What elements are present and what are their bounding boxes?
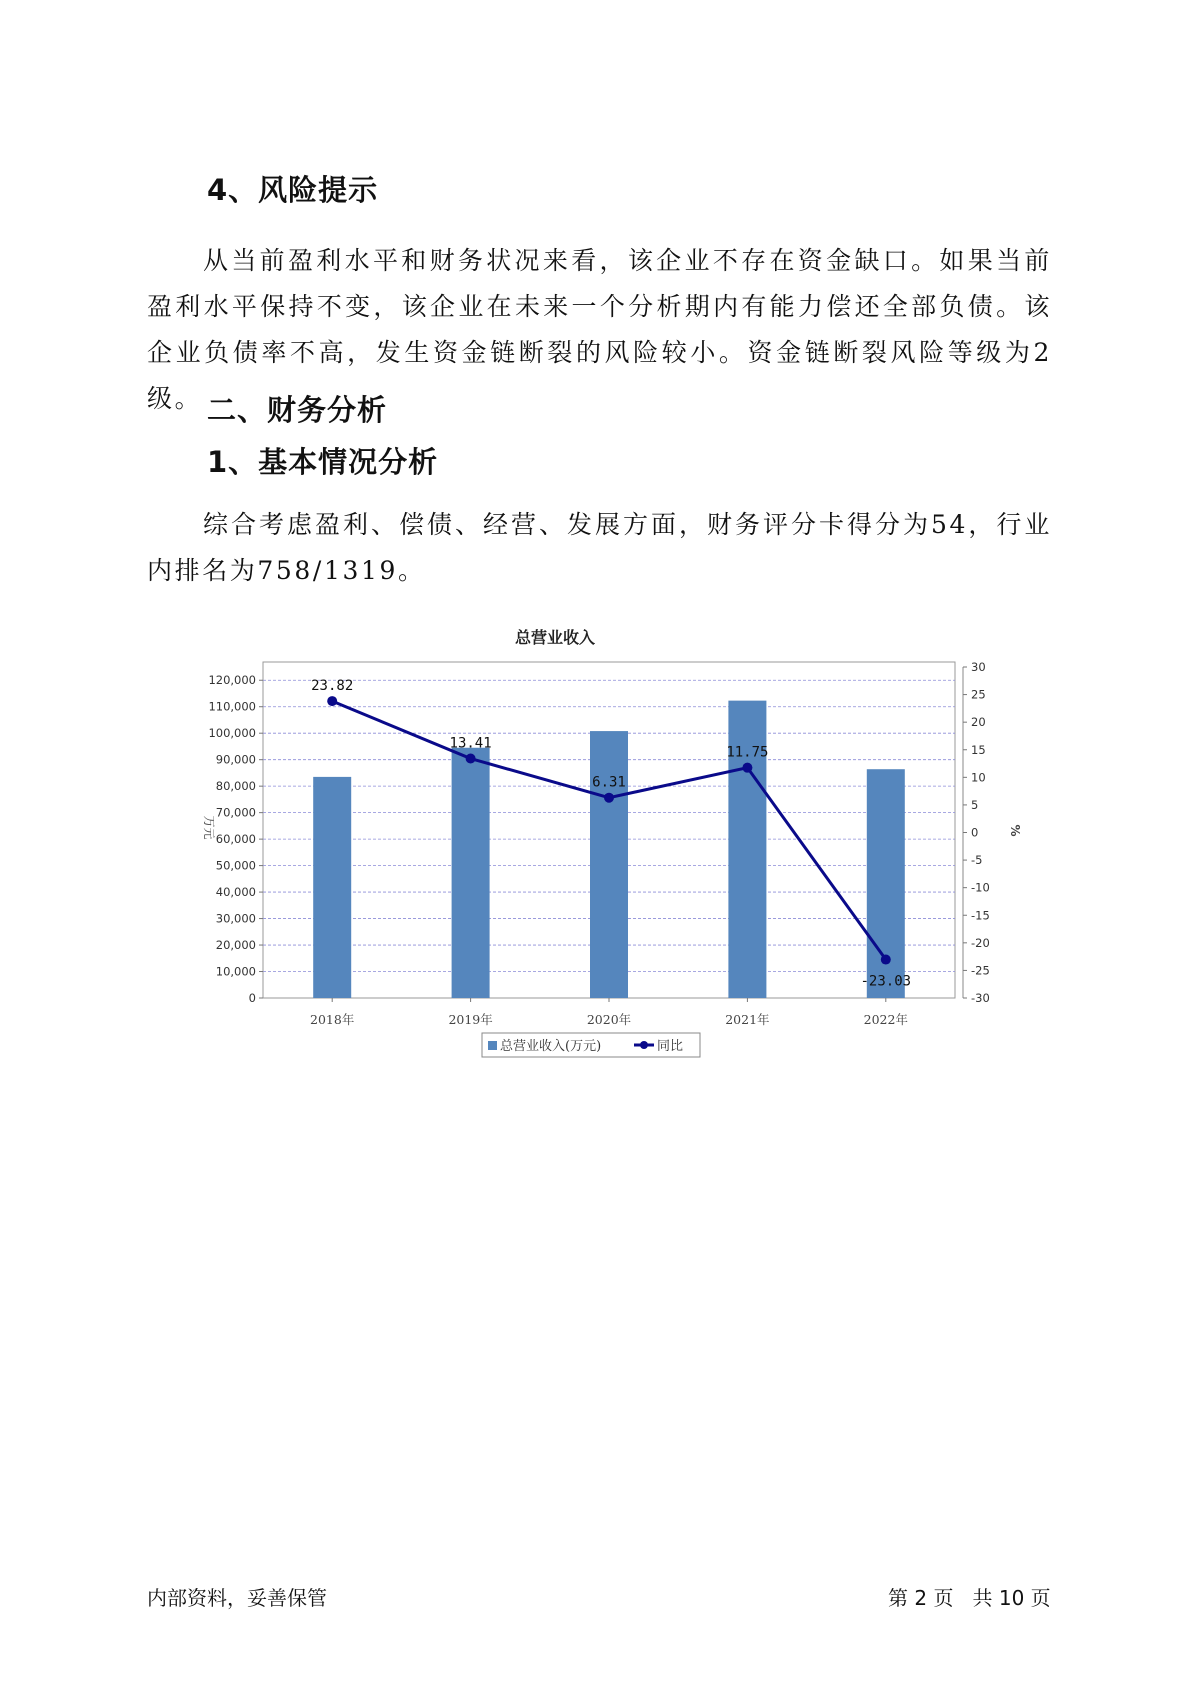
yoy-point xyxy=(742,763,752,773)
basic-paragraph: 综合考虑盈利、偿债、经营、发展方面，财务评分卡得分为54，行业内排名为758/1319。 xyxy=(147,510,1052,585)
y2-tick-label: 5 xyxy=(971,797,979,812)
y-tick-label: 120,000 xyxy=(208,673,256,688)
y2-tick-label: -30 xyxy=(971,991,990,1005)
risk-paragraph: 从当前盈利水平和财务状况来看，该企业不存在资金缺口。如果当前盈利水平保持不变，该企业在未来一个分析期内有能力偿还全部负债。该企业负债率不高，发生资金链断裂的风险较小。资金链断裂风险等级为2级。 xyxy=(147,246,1052,413)
y2-tick-label: -10 xyxy=(971,880,990,895)
revenue-bar xyxy=(452,748,490,998)
revenue-bar xyxy=(590,731,628,998)
y2-tick-label: 0 xyxy=(971,825,979,840)
y-axis-label: 万元 xyxy=(202,815,216,840)
legend-bar-swatch xyxy=(488,1041,497,1050)
y2-tick-label: 10 xyxy=(971,770,986,785)
legend-line-marker xyxy=(640,1041,648,1049)
y-tick-label: 90,000 xyxy=(215,752,256,767)
y-tick-label: 30,000 xyxy=(215,911,256,926)
x-tick-label: 2022年 xyxy=(863,1012,908,1027)
x-tick-label: 2019年 xyxy=(448,1012,493,1027)
y-tick-label: 100,000 xyxy=(208,726,256,741)
y-tick-label: 0 xyxy=(248,991,256,1005)
finance-analysis-heading: 二、财务分析 xyxy=(207,393,388,427)
y-tick-label: 110,000 xyxy=(208,699,256,714)
footer-confidential: 内部资料，妥善保管 xyxy=(147,1586,327,1610)
y-tick-label: 50,000 xyxy=(215,858,256,873)
x-tick-label: 2020年 xyxy=(586,1012,632,1027)
revenue-bar xyxy=(313,777,351,998)
y2-tick-label: -5 xyxy=(971,853,983,868)
y2-tick-label: 30 xyxy=(971,660,986,674)
yoy-data-label: 6.31 xyxy=(592,774,626,791)
x-tick-label: 2021年 xyxy=(725,1012,770,1027)
y2-tick-label: 20 xyxy=(971,715,986,730)
y2-tick-label: -25 xyxy=(971,963,990,978)
yoy-point xyxy=(327,696,337,706)
chart-title: 总营业收入 xyxy=(514,628,596,647)
x-tick-label: 2018年 xyxy=(310,1012,355,1027)
yoy-data-label: 13.41 xyxy=(449,735,492,752)
legend-bar-label: 总营业收入(万元) xyxy=(500,1039,602,1054)
y2-tick-label: -20 xyxy=(971,935,990,950)
y-tick-label: 70,000 xyxy=(215,805,256,820)
y-tick-label: 10,000 xyxy=(215,964,256,979)
yoy-point xyxy=(881,955,891,965)
yoy-data-label: 11.75 xyxy=(726,744,769,761)
y-tick-label: 20,000 xyxy=(215,938,256,953)
yoy-data-label: 23.82 xyxy=(311,678,354,695)
yoy-point xyxy=(466,754,476,764)
yoy-point xyxy=(604,793,614,803)
footer-page-number: 第 2 页 共 10 页 xyxy=(888,1586,1051,1610)
basic-analysis-heading: 1、基本情况分析 xyxy=(207,445,439,479)
y2-tick-label: -15 xyxy=(971,908,990,923)
y-tick-label: 40,000 xyxy=(215,885,256,900)
risk-heading: 4、风险提示 xyxy=(207,173,379,207)
yoy-data-label: -23.03 xyxy=(860,973,912,990)
y-tick-label: 60,000 xyxy=(215,832,256,847)
y2-axis-label: % xyxy=(1008,824,1022,837)
y2-tick-label: 25 xyxy=(971,687,986,702)
y-tick-label: 80,000 xyxy=(215,779,256,794)
y2-tick-label: 15 xyxy=(971,742,986,757)
revenue-chart xyxy=(190,615,1022,1075)
legend-line-label: 同比 xyxy=(657,1039,684,1054)
revenue-chart-svg xyxy=(190,615,1022,1075)
